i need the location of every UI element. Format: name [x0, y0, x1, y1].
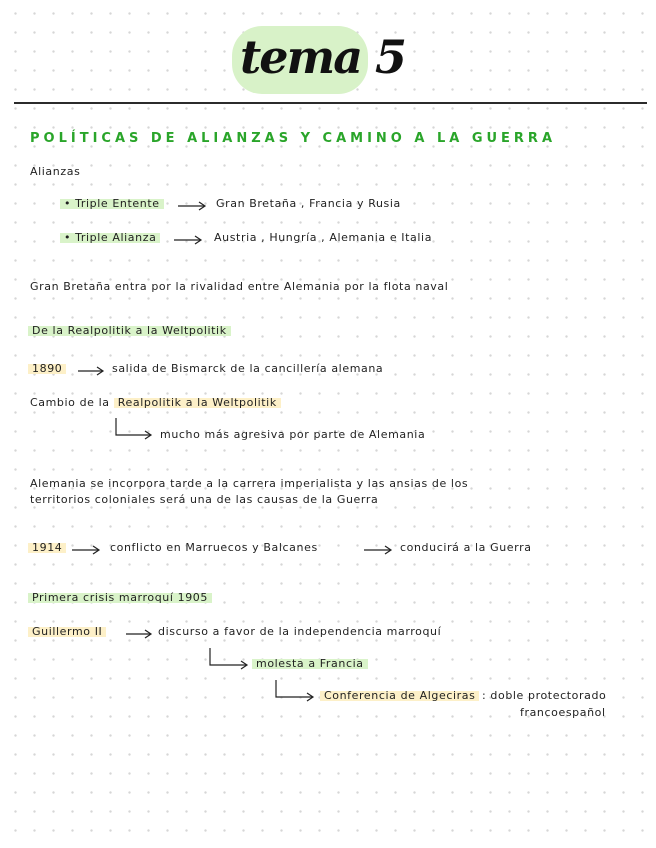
crisis-conference [320, 689, 479, 702]
triple-alianza-item [60, 231, 160, 244]
crisis-action: discurso a favor de la independencia marroquí [158, 625, 442, 638]
realpolitik-heading-text: De la Realpolitik a la Weltpolitik [28, 324, 231, 337]
triple-entente-item [60, 197, 164, 210]
arrow-icon [178, 201, 208, 211]
triple-entente-name: • Triple Entente [60, 197, 164, 210]
year-1914: 1914 [28, 541, 66, 554]
arrow-icon [364, 545, 394, 555]
crisis-outcome-line1: : doble protectorado [482, 689, 607, 702]
guillermo-ii: Guillermo II [28, 625, 106, 638]
alianzas-label: Alianzas [30, 165, 81, 178]
molesta-francia: molesta a Francia [252, 657, 368, 670]
year-1890: 1890 [28, 362, 66, 375]
triple-alianza-members: Austria , Hungría , Alemania e Italia [214, 231, 433, 244]
crisis-outcome-line2: francoespañol [520, 706, 606, 719]
crisis-consequence [252, 657, 368, 670]
realpolitik-heading [28, 324, 231, 337]
page-title: tema 5 [240, 30, 406, 84]
crisis-actor [28, 625, 106, 638]
conferencia-algeciras: Conferencia de Algeciras [320, 689, 479, 702]
crisis-title [28, 591, 212, 604]
event-1914-text: conflicto en Marruecos y Balcanes [110, 541, 318, 554]
arrow-icon [78, 366, 106, 376]
corner-arrow-icon [208, 648, 250, 672]
alemania-note-line1: Alemania se incorpora tarde a la carrera imperialista y las ansias de los [30, 477, 469, 490]
corner-arrow-icon [274, 680, 316, 704]
triple-entente-members: Gran Bretaña , Francia y Rusia [216, 197, 401, 210]
event-1914-result: conducirá a la Guerra [400, 541, 532, 554]
cambio-result: mucho más agresiva por parte de Alemania [160, 428, 426, 441]
event-1890-text: salida de Bismarck de la cancillería alemana [112, 362, 384, 375]
cambio-prefix: Cambio de la [30, 396, 110, 409]
gb-note: Gran Bretaña entra por la rivalidad entre Alemania por la flota naval [30, 280, 449, 293]
arrow-icon [126, 629, 154, 639]
cambio-highlight: Realpolitik a la Weltpolitik [114, 396, 281, 409]
title-divider [14, 102, 647, 104]
triple-alianza-name: • Triple Alianza [60, 231, 160, 244]
corner-arrow-icon [114, 418, 154, 442]
event-1890-year [28, 362, 66, 375]
crisis-title-text: Primera crisis marroquí 1905 [28, 591, 212, 604]
arrow-icon [174, 235, 204, 245]
alemania-note-line2: territorios coloniales será una de las causas de la Guerra [30, 493, 379, 506]
cambio-line [30, 396, 281, 409]
section-heading: POLÍTICAS DE ALIANZAS Y CAMINO A LA GUERRA [30, 131, 557, 146]
event-1914-year [28, 541, 66, 554]
arrow-icon [72, 545, 102, 555]
